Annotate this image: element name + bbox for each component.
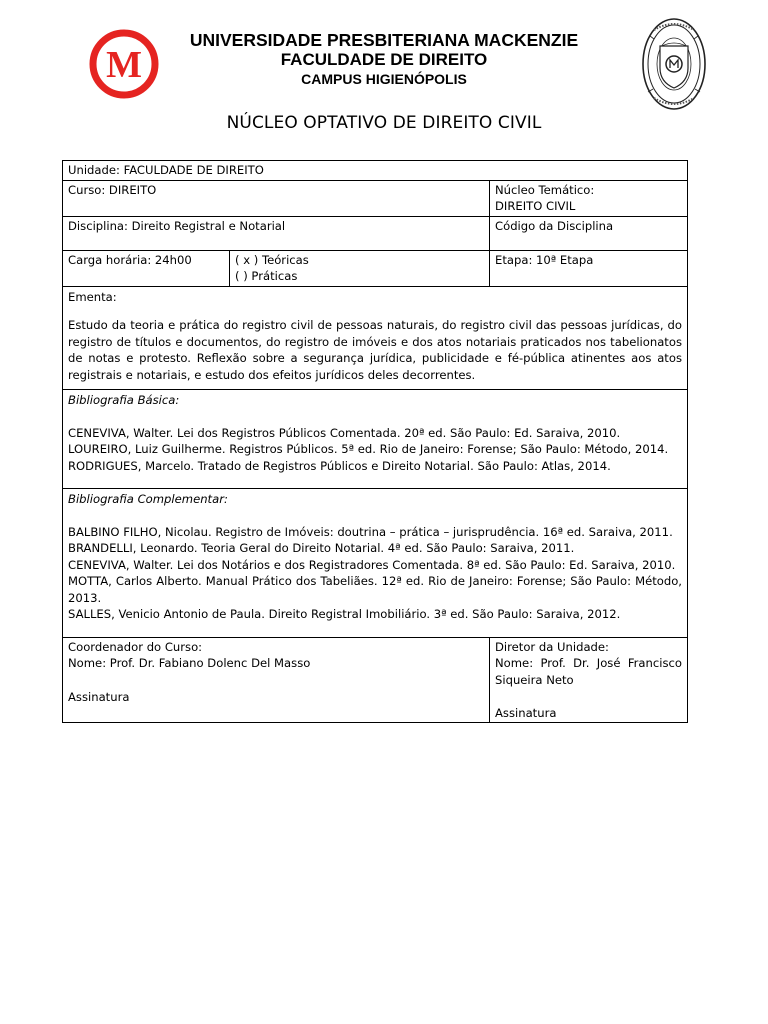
bib-basica-list [68, 425, 682, 475]
carga-cell: Carga horária: 24h00 [68, 252, 192, 267]
curso-cell: Curso: DIREITO [68, 182, 157, 197]
bib-comp-item: BALBINO FILHO, Nicolau. Registro de Imóveis: doutrina – prática – jurisprudência. 16ª ed. Saraiva, 2011. [68, 524, 673, 539]
disciplina-cell: Disciplina: Direito Registral e Notarial [68, 218, 286, 233]
bib-basica-item: RODRIGUES, Marcelo. Tratado de Registros Públicos e Direito Notarial. São Paulo: Atlas, 2014. [68, 458, 611, 473]
nucleo-value: DIREITO CIVIL [495, 199, 576, 213]
bib-comp-item: SALLES, Venicio Antonio de Paula. Direito Registral Imobiliário. 3ª ed. São Paulo: Saraiva, 2012. [68, 607, 621, 621]
bib-comp-label: Bibliografia Complementar: [68, 492, 228, 506]
bib-comp-cell [63, 489, 687, 637]
ementa-cell [63, 287, 687, 390]
mackenzie-m-logo-icon [88, 28, 160, 100]
tipo-horas-cell [229, 251, 489, 286]
bib-comp-item: MOTTA, Carlos Alberto. Manual Prático dos Tabeliães. 12ª ed. Rio de Janeiro: Forense; São Paulo: Método, 2013. [68, 574, 682, 605]
bib-basica-label: Bibliografia Básica: [68, 393, 180, 407]
bib-basica-item: LOUREIRO, Luiz Guilherme. Registros Públicos. 5ª ed. Rio de Janeiro: Forense; São Paulo: Método, 2014. [68, 442, 669, 456]
unidade-cell: Unidade: FACULDADE DE DIREITO [68, 163, 264, 177]
bib-comp-list [68, 524, 682, 623]
codigo-cell: Código da Disciplina [489, 217, 687, 250]
nucleo-cell [489, 181, 687, 216]
document-title: NÚCLEO OPTATIVO DE DIREITO CIVIL [226, 113, 542, 133]
mackenzie-seal-icon [640, 16, 708, 112]
row-bib-complementar [63, 488, 687, 637]
diretor-signature: Assinatura [495, 706, 557, 720]
row-carga [63, 250, 687, 286]
diretor-label: Diretor da Unidade: [495, 639, 609, 654]
institution-block [170, 30, 598, 88]
bib-comp-item: CENEVIVA, Walter. Lei dos Notários e dos Registradores Comentada. 8ª ed. São Paulo: Ed. Saraiva, 2010. [68, 557, 676, 572]
row-assinaturas [63, 637, 687, 722]
bib-basica-cell [63, 390, 687, 488]
campus-name: CAMPUS HIGIENÓPOLIS [301, 71, 467, 87]
course-form-table [62, 160, 688, 723]
bib-comp-item: BRANDELLI, Leonardo. Teoria Geral do Direito Notarial. 4ª ed. São Paulo: Saraiva, 2011. [68, 541, 575, 555]
university-name: UNIVERSIDADE PRESBITERIANA MACKENZIE [189, 30, 579, 50]
row-ementa [63, 286, 687, 390]
coordenador-cell [63, 638, 489, 722]
praticas-option: ( ) Práticas [235, 269, 298, 283]
nucleo-label: Núcleo Temático: [495, 182, 595, 197]
diretor-name: Nome: Prof. Dr. José Francisco Siqueira Neto [495, 656, 682, 687]
coordenador-label: Coordenador do Curso: [68, 639, 203, 654]
coordenador-signature: Assinatura [68, 689, 130, 704]
mackenzie-seal [640, 16, 708, 117]
etapa-cell: Etapa: 10ª Etapa [489, 251, 687, 286]
row-unidade [63, 161, 687, 180]
bib-basica-item: CENEVIVA, Walter. Lei dos Registros Públicos Comentada. 20ª ed. São Paulo: Ed. Saraiva, 2010. [68, 425, 621, 440]
ementa-label: Ementa: [68, 289, 117, 304]
ementa-text: Estudo da teoria e prática do registro civil de pessoas naturais, do registro civil das pessoas jurídicas, do registro de títulos e documentos, do registro de imóveis e dos atos notariais praticados nos tabelionatos de notas e protesto. Reflexão sobre a segurança jurídica, publicidade e fé-pública atinentes aos atos registrais e notariais, e estudo dos efeitos jurídicos deles decorrentes. [68, 318, 682, 382]
mackenzie-logo [88, 28, 160, 105]
row-bib-basica [63, 389, 687, 488]
row-disciplina [63, 216, 687, 250]
document-header [0, 22, 768, 112]
row-curso [63, 180, 687, 216]
diretor-cell [489, 638, 687, 722]
logo-letter: M [106, 44, 142, 86]
faculty-name: FACULDADE DE DIREITO [280, 50, 488, 69]
teoricas-option: ( x ) Teóricas [235, 252, 309, 267]
coordenador-name: Nome: Prof. Dr. Fabiano Dolenc Del Masso [68, 656, 311, 670]
